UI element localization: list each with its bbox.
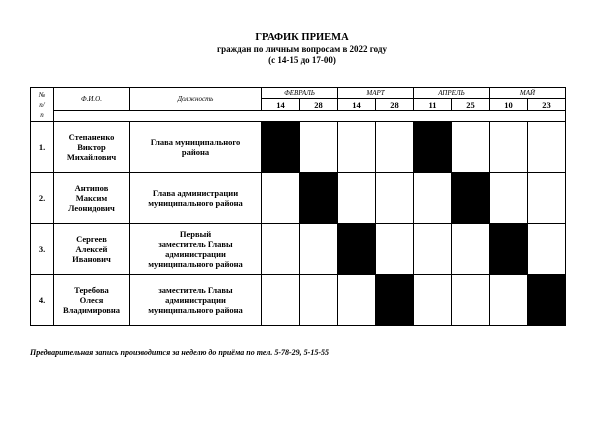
schedule-cell bbox=[414, 173, 452, 224]
person-name: Антипов Максим Леонидович bbox=[54, 173, 130, 224]
schedule-cell bbox=[376, 173, 414, 224]
day-header: 25 bbox=[452, 99, 490, 111]
table-row bbox=[31, 173, 566, 224]
schedule-cell bbox=[376, 122, 414, 173]
schedule-cell bbox=[376, 224, 414, 275]
schedule-cell bbox=[338, 122, 376, 173]
column-header-number: № п/ п bbox=[31, 88, 54, 122]
schedule-cell-filled bbox=[300, 173, 338, 224]
schedule-cell bbox=[338, 275, 376, 326]
schedule-cell bbox=[300, 275, 338, 326]
schedule-cell bbox=[452, 122, 490, 173]
day-header: 14 bbox=[338, 99, 376, 111]
month-header: МАРТ bbox=[338, 88, 414, 99]
person-position: Первый заместитель Главы администрации муниципального района bbox=[130, 224, 262, 275]
schedule-cell bbox=[300, 122, 338, 173]
schedule-cell bbox=[262, 173, 300, 224]
table-row bbox=[31, 122, 566, 173]
person-position: заместитель Главы администрации муниципального района bbox=[130, 275, 262, 326]
day-header: 23 bbox=[528, 99, 566, 111]
schedule-cell bbox=[490, 173, 528, 224]
schedule-cell bbox=[338, 173, 376, 224]
schedule-time: (с 14-15 до 17-00) bbox=[268, 55, 336, 65]
person-name: Теребова Олеся Владимировна bbox=[54, 275, 130, 326]
schedule-cell-filled bbox=[452, 173, 490, 224]
schedule-cell bbox=[414, 275, 452, 326]
schedule-cell bbox=[528, 224, 566, 275]
schedule-cell-filled bbox=[262, 122, 300, 173]
row-number: 3. bbox=[31, 224, 54, 275]
schedule-cell-filled bbox=[338, 224, 376, 275]
appointment-footnote: Предварительная запись производится за неделю до приёма по тел. 5-78-29, 5-15-55 bbox=[30, 348, 329, 357]
reception-schedule-table bbox=[30, 87, 566, 326]
header-spacer-row bbox=[54, 111, 566, 122]
schedule-title: ГРАФИК ПРИЕМА bbox=[255, 32, 349, 43]
row-number: 1. bbox=[31, 122, 54, 173]
schedule-cell-filled bbox=[414, 122, 452, 173]
person-position: Глава муниципального района bbox=[130, 122, 262, 173]
row-number: 4. bbox=[31, 275, 54, 326]
schedule-cell bbox=[300, 224, 338, 275]
day-header: 11 bbox=[414, 99, 452, 111]
schedule-cell bbox=[414, 224, 452, 275]
column-header-position: Должность bbox=[130, 88, 262, 111]
document-header bbox=[0, 32, 604, 66]
table-row bbox=[31, 275, 566, 326]
schedule-cell bbox=[262, 275, 300, 326]
person-name: Сергеев Алексей Иванович bbox=[54, 224, 130, 275]
schedule-cell bbox=[528, 122, 566, 173]
column-header-name: Ф.И.О. bbox=[54, 88, 130, 111]
schedule-subtitle: граждан по личным вопросам в 2022 году bbox=[217, 44, 387, 54]
schedule-cell bbox=[490, 122, 528, 173]
month-header: АПРЕЛЬ bbox=[414, 88, 490, 99]
schedule-cell bbox=[452, 275, 490, 326]
schedule-cell-filled bbox=[528, 275, 566, 326]
schedule-cell bbox=[490, 275, 528, 326]
person-name: Степаненко Виктор Михайлович bbox=[54, 122, 130, 173]
schedule-cell bbox=[528, 173, 566, 224]
schedule-cell-filled bbox=[376, 275, 414, 326]
row-number: 2. bbox=[31, 173, 54, 224]
schedule-cell bbox=[262, 224, 300, 275]
month-header: ФЕВРАЛЬ bbox=[262, 88, 338, 99]
day-header: 10 bbox=[490, 99, 528, 111]
table-row bbox=[31, 224, 566, 275]
schedule-cell bbox=[452, 224, 490, 275]
schedule-cell-filled bbox=[490, 224, 528, 275]
day-header: 14 bbox=[262, 99, 300, 111]
day-header: 28 bbox=[376, 99, 414, 111]
day-header: 28 bbox=[300, 99, 338, 111]
month-header: МАЙ bbox=[490, 88, 566, 99]
person-position: Глава администрации муниципального района bbox=[130, 173, 262, 224]
